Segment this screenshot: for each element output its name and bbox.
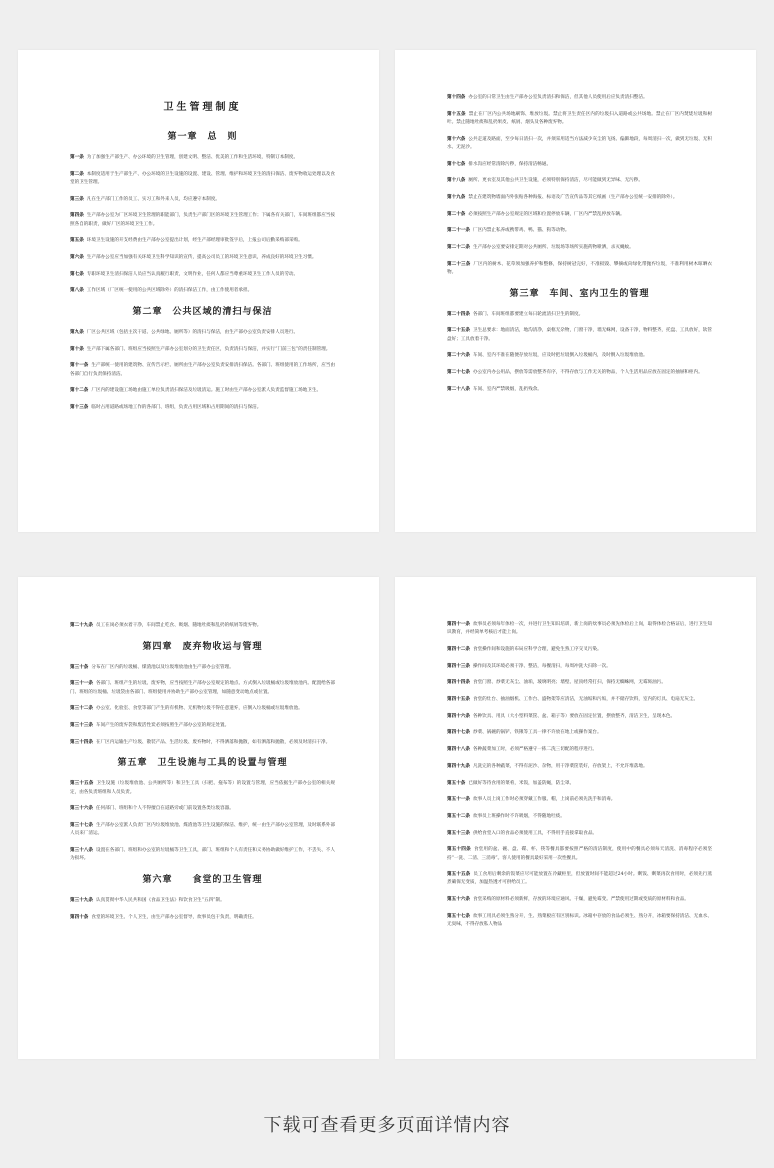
article-paragraph <box>70 822 335 838</box>
article-text: 公共走道及路面，至少每日清扫一次，并须采用适当方法减少灰尘的飞扬。偏僻地段，每周清扫一次，做到无垃圾、无积水、无泥沙。 <box>447 136 712 150</box>
article-text: 任何部门、班组和个人不得擅自在道路旁或门前设置各类垃圾容器。 <box>95 806 234 812</box>
article-paragraph <box>70 780 335 796</box>
article-paragraph <box>447 871 712 887</box>
article-paragraph <box>447 261 712 277</box>
article-paragraph <box>447 796 712 804</box>
article-paragraph <box>70 622 335 630</box>
document-page-3 <box>18 577 379 1059</box>
article-text: 办公室内办公用品，摆放等需放整齐有序，不得存放与工作无关的物品，个人生活用品应放在固定的抽屉和柜内。 <box>472 369 703 375</box>
article-number: 第三十九条 <box>70 897 93 903</box>
article-paragraph <box>70 705 335 713</box>
article-text: 炊事员必须每年体检一次，并进行卫生知识培训，新上岗的炊事员必须先体检后上岗，取得体检合格证后，进行卫生知识教育，并经简单考核后才能上岗。 <box>447 622 712 636</box>
article-paragraph <box>70 387 335 395</box>
article-paragraph <box>447 621 712 637</box>
article-number: 第四十五条 <box>447 697 470 703</box>
article-number: 第二十八条 <box>447 386 470 392</box>
article-text: 车间产生的废弃袋和废活性炭必须按照生产部办公室的规定处置。 <box>95 723 230 729</box>
article-paragraph <box>447 913 712 929</box>
article-number: 第四十条 <box>70 914 89 920</box>
article-number: 第三条 <box>70 196 84 202</box>
article-text: 员工在岗必须衣着干净，车间禁止吃食、吸烟、随地吐痰和乱扔的纸屑等废弃物。 <box>95 623 262 628</box>
article-paragraph <box>447 813 712 821</box>
article-text: 设置在各部门、班组和办公室的垃圾桶等卫生工具，部门、班组和个人有责任和义务协助做好维护工作，不丢失、不人为损坏。 <box>70 847 335 862</box>
article-text: 专职环境卫生清扫保洁人员应当认真履行职责，文明作业，任何人都应当尊重环境卫生工作人员的劳动。 <box>86 271 299 277</box>
article-text: 必须按照生产部办公室规定的区域和位置停放车辆，厂区内严禁乱停放车辆。 <box>468 211 625 217</box>
article-text: 生产部统一使用的建筑物、宣传告示栏、厕所由生产部办公室负责安排清扫保洁。各部门、班组使用的工作场所，应当由各部门自行负责保持清洁。 <box>70 363 335 377</box>
article-number: 第五十五条 <box>447 872 471 878</box>
article-paragraph <box>70 154 335 162</box>
article-text: 分布在厂区内的垃圾桶、煤渣池以及垃圾堆放池由生产部办公室管理。 <box>91 664 234 670</box>
article-text: 生产部办公室应当加强有关环境卫生科学知识的宣传，提高公司员工的环境卫生意识，养成良好的环境卫生习惯。 <box>86 254 317 260</box>
article-number: 第五十七条 <box>447 913 470 919</box>
article-text: 生产部下属各部门、班组应当按照生产部办公室划分的卫生责任区，负责清扫与保洁，并实行“门前三包”的责任制管理。 <box>86 346 331 352</box>
article-text: 炊事员上班操作时不许吸烟，不得随地吐痰。 <box>472 813 565 819</box>
article-paragraph <box>70 212 335 228</box>
article-number: 第三十四条 <box>70 739 93 745</box>
article-text: 办公室、化验室、食堂等部门产生的有机物、无机物垃圾不得任意遗弃，应倒入垃圾桶或垃圾堆放池。 <box>95 706 303 712</box>
article-number: 第四十一条 <box>447 622 470 627</box>
article-number: 第五条 <box>70 238 84 244</box>
article-paragraph <box>70 329 335 337</box>
article-paragraph <box>70 680 335 696</box>
article-text: 环境卫生设施的开支经费由生产部办公室提出计划，经生产部经理审批签字后，上报公司后勤采购部采购。 <box>86 238 303 244</box>
article-paragraph <box>70 237 335 245</box>
article-number: 第十一条 <box>70 363 89 369</box>
article-text: 禁止在厂区内公共场地刷饰、堆放垃圾。禁止将卫生责任区内的垃圾扫入道路或公共场地。禁止在厂区内焚烧垃圾和树叶。禁止随地吐痰和乱扔果皮、纸屑、烟头及各种废弃物。 <box>447 111 712 125</box>
article-number: 第二十二条 <box>447 245 470 251</box>
article-text: 食堂门窗、炒菜无灰尘、油垢，玻璃明亮；墙壁、屋顶经常打扫，保持无蜘蛛网，无霉斑油污。 <box>472 680 666 686</box>
article-paragraph <box>447 194 712 202</box>
article-text: 食堂采购的原材料必须新鲜，存放的环境应通风、干燥，避免霉变。严禁使用过期或变质的原材料和食品。 <box>472 897 689 903</box>
article-paragraph <box>447 679 712 687</box>
article-number: 第二十一条 <box>447 228 470 234</box>
article-paragraph <box>447 763 712 771</box>
article-paragraph <box>70 404 335 412</box>
article-number: 第四十四条 <box>447 680 470 686</box>
article-number: 第九条 <box>70 330 84 336</box>
article-number: 第十三条 <box>70 405 89 411</box>
article-number: 第二十七条 <box>447 369 470 375</box>
document-page-1 <box>18 50 379 532</box>
document-page-2 <box>395 50 756 532</box>
article-paragraph <box>447 713 712 721</box>
article-text: 食堂的灶台、抽油烟机、工作台、盛物架等应清洁，无油垢和污垢，并不储存饮料，室内的灯具、电扇无灰尘。 <box>472 697 699 703</box>
article-number: 第四条 <box>70 213 84 219</box>
article-number: 第四十三条 <box>447 663 470 669</box>
article-text: 本制度适用于生产部生产、办公环境的卫生设施的设置、建设、管理、维护和环境卫生的清扫保洁、废弃物收运处理以及食堂的卫生管理。 <box>70 171 335 185</box>
article-text: 炊事人员上岗工作时必须穿戴工作服、帽，上岗前必须先洗手和消毒。 <box>472 797 616 803</box>
article-paragraph <box>70 362 335 378</box>
article-paragraph <box>70 271 335 279</box>
article-paragraph <box>447 780 712 788</box>
article-text: 卫生总要求：地面清洁，地沟清净，桌框无杂物，门窗干净，墙无蛛网，设备干净，物料整齐，托盘、工具放好，软管盘好；工具放着干净。 <box>447 328 712 342</box>
article-paragraph <box>447 696 712 704</box>
article-number: 第三十二条 <box>70 706 93 712</box>
page-content <box>447 621 712 938</box>
page-content <box>70 94 335 421</box>
article-text: 厂区公共区域（包括主次干道、公共绿地、厕所等）的清扫与保洁，由生产部办公室负责安排人员进行。 <box>86 330 299 336</box>
article-text: 排水沟应经常清除污秽，保持清洁畅通。 <box>468 161 552 167</box>
article-paragraph <box>447 94 712 102</box>
article-number: 第十七条 <box>447 161 466 167</box>
article-text: 在厂区内运输生产垃圾、散装产品、生活垃圾、废弃物时，不得洒落和抛散，如有洒落和抛散，必须及时清扫干净。 <box>95 739 331 745</box>
article-number: 第十六条 <box>447 136 466 142</box>
article-number: 第五十二条 <box>447 813 470 819</box>
article-paragraph <box>447 352 712 360</box>
document-page-4 <box>395 577 756 1059</box>
article-paragraph <box>447 136 712 152</box>
article-number: 第六条 <box>70 254 84 260</box>
article-text: 生产部办公室要安排定期对公共厕所、垃圾场等场所实施药物喷洒，杀灭蝇蚊。 <box>472 245 634 251</box>
article-text: 车间、室内严禁吸烟，乱扔残余。 <box>472 386 542 392</box>
article-text: 各部门、车间班组都要建立每日轮流清扫卫生的制度。 <box>472 311 584 317</box>
document-title: 卫生管理制度 <box>163 102 242 113</box>
article-number: 第三十一条 <box>70 681 93 687</box>
article-paragraph <box>447 161 712 169</box>
article-text: 禁止在建筑物墙面内外张贴各种海报、标语及广告宣传品等其它纸画（生产部办公室统一安排的除外）。 <box>468 194 678 200</box>
article-text: 厕所、更衣室及其他公共卫生设施，必须特别保持清洁，尽可能做到无异味、无污秽。 <box>468 178 643 184</box>
article-number: 第十五条 <box>447 111 466 117</box>
article-number: 第二十条 <box>447 211 466 217</box>
article-paragraph <box>447 177 712 185</box>
article-number: 第八条 <box>70 288 84 294</box>
article-text: 办公室的日常卫生由生产部办公室负责清扫和保洁，但其他人员使用后应负责清扫整洁。 <box>468 95 648 100</box>
article-text: 工作区域（厂区统一使用的公共区域除外）的清扫保洁工作，由工作使用者承担。 <box>86 288 253 294</box>
article-text: 厂区内禁止私养或携带鸡、鸭、猫、狗等动物。 <box>472 228 570 234</box>
article-text: 炊事工用具必须生熟分开，生、熟菜板应有区别标识。冰箱中存放的食品必须生、熟分开，冰箱要保持清洁、无血水、无臭味，不得存放私人物品 <box>447 913 712 928</box>
article-text: 供给食堂入口的食品必须使用工具，不得用手直接拿取食品。 <box>472 830 598 836</box>
article-paragraph <box>70 196 335 204</box>
article-number: 第三十六条 <box>70 806 93 812</box>
article-paragraph <box>447 211 712 219</box>
article-text: 各部门、班组产生的垃圾、废弃物，应当按照生产部办公室规定的地点、方式倒入垃圾桶或垃圾堆放池内。配置给各部门、班组的垃圾桶、垃圾袋由各部门、班组使用并协助生产部办公室管理，如随意变动地点或位置。 <box>70 681 335 695</box>
article-number: 第五十六条 <box>447 897 470 903</box>
article-number: 第五十一条 <box>447 797 470 803</box>
article-text: 厂区内的树木、花草须加强养护和整修，保持树冠完好，不准损毁、攀摘或向绿化带抛弃垃圾，不准利用树木晾晒衣物。 <box>447 261 712 275</box>
article-number: 第五十四条 <box>447 847 471 853</box>
article-paragraph <box>447 746 712 754</box>
download-more-caption[interactable]: 下载可查看更多页面详情内容 <box>263 1115 511 1136</box>
article-number: 第二十九条 <box>70 623 93 628</box>
article-number: 第五十三条 <box>447 830 470 836</box>
article-paragraph <box>70 287 335 295</box>
article-paragraph <box>70 847 335 863</box>
article-number: 第三十条 <box>70 664 89 670</box>
chapter-heading: 第六章 食堂的卫生管理 <box>142 874 263 885</box>
article-number: 第十八条 <box>447 178 466 184</box>
chapter-heading: 第五章 卫生设施与工具的设置与管理 <box>117 758 288 769</box>
article-number: 第四十八条 <box>447 747 470 753</box>
article-paragraph <box>70 914 335 922</box>
page-content <box>70 622 335 930</box>
article-text: 凡洗完的各种蔬菜，不得有泥沙、杂物，用干净菜筐装好，存放架上，不允许堆落地。 <box>472 763 648 769</box>
article-paragraph <box>70 897 335 905</box>
article-number: 第二条 <box>70 171 84 177</box>
article-number: 第四十二条 <box>447 646 470 652</box>
article-number: 第十条 <box>70 346 84 352</box>
article-paragraph <box>447 646 712 654</box>
article-paragraph <box>447 663 712 671</box>
chapter-heading: 第三章 车间、室内卫生的管理 <box>509 288 650 299</box>
article-number: 第三十五条 <box>70 781 94 787</box>
article-text: 已做好等待食用的菜肴，米饭，加盖防蝇，防尘罩。 <box>468 780 575 786</box>
article-number: 第二十五条 <box>447 328 470 334</box>
article-number: 第三十八条 <box>70 847 93 853</box>
article-paragraph <box>447 386 712 394</box>
article-text: 卫生设施（垃圾堆放池、公共厕所等）和卫生工具（扫把、拖布等）的设置与管理，应当依据生产部办公室的相关规定，由各负责班组和人员负责。 <box>70 781 335 795</box>
article-number: 第二十六条 <box>447 353 470 359</box>
chapter-heading: 第二章 公共区域的清扫与保洁 <box>132 307 273 318</box>
article-text: 各种蔬菜加工时，必须严格遵守一拣二洗三切配的程序进行。 <box>472 747 598 753</box>
article-text: 为了加强生产部生产、办公环境的卫生管理，创建文明、整洁、优美的工作和生活环境，特制订本制度。 <box>86 155 299 160</box>
article-number: 第一条 <box>70 155 84 160</box>
page-content <box>447 94 712 402</box>
article-number: 第十九条 <box>447 194 466 200</box>
article-number: 第五十条 <box>447 780 466 786</box>
article-paragraph <box>70 254 335 262</box>
article-number: 第四十七条 <box>447 730 470 736</box>
article-paragraph <box>447 111 712 127</box>
article-paragraph <box>70 722 335 730</box>
chapter-heading: 第四章 废弃物收运与管理 <box>142 641 263 652</box>
article-text: 厂区内的建设施工场地由施工单位负责清扫保洁及垃圾清运。施工时由生产部办公室派人负责监督施工场地卫生。 <box>91 388 322 394</box>
article-number: 第四十九条 <box>447 763 470 769</box>
article-text: 食堂用的盆、碗、盘、碟、杯、筷等餐具都要按照严格的清洁制度，使用中的餐具必须每天清洗、消毒程序必须坚持“一洗、二清、三消毒”。客人使用的餐具最好采用一次性餐具。 <box>447 847 712 861</box>
article-text: 操作间及其环境必须干净、整洁，每餐清扫，每周冲洗大扫除一次。 <box>472 663 611 669</box>
article-paragraph <box>447 830 712 838</box>
article-text: 各种饮具、用具（大小型料菜筐、盆、箱子等）要放在固定位置，摆放整齐，清洁卫生，呈现本色。 <box>472 713 676 719</box>
article-text: 凡在生产部门工作的员工、实习工和外来人员，均应遵守本制度。 <box>86 196 221 202</box>
article-text: 炒菜、锅碗的锅铲、铁锹等工具一律不许放在地上或操作案台。 <box>472 730 602 736</box>
chapter-heading: 第一章 总 则 <box>167 132 238 142</box>
article-text: 认真贯彻中华人民共和国《食品卫生法》和饮食卫生“五四”制。 <box>95 897 225 903</box>
article-paragraph <box>447 311 712 319</box>
article-paragraph <box>70 739 335 747</box>
article-text: 食堂操作间和设施的布局应科学合理，避免生熟工序交叉污染。 <box>472 646 602 652</box>
article-text: 临时占用道路或场地工作的各部门、班组，负责占用区域和占用期间的清扫与保洁。 <box>91 405 262 411</box>
article-paragraph <box>447 369 712 377</box>
article-paragraph <box>70 171 335 187</box>
article-number: 第十二条 <box>70 388 89 394</box>
article-text: 员工食用后剩余的饭菜应尽可能放置在冷藏柜里，但放置时间不能超过24小时。剩饭、剩菜再次食用时，必须先行蒸煮确保无变质，加温热透才可供给员工。 <box>447 872 712 886</box>
article-paragraph <box>447 244 712 252</box>
article-paragraph <box>70 664 335 672</box>
article-text: 生产部办公室为厂区环境卫生管理的职能部门，负责生产部门区的环境卫生管理工作；下属各有关部门，车间班组都应当按照各自的职责，做好厂区的环境卫生工作。 <box>70 213 335 227</box>
article-text: 车间、室内不准在随便存放垃圾，应及时把垃圾倒入垃圾桶内，及时倒入垃圾堆放池。 <box>472 353 648 359</box>
article-paragraph <box>70 805 335 813</box>
article-paragraph <box>447 227 712 235</box>
article-number: 第七条 <box>70 271 84 277</box>
article-paragraph <box>447 327 712 343</box>
article-number: 第十四条 <box>447 95 466 100</box>
article-paragraph <box>447 846 712 862</box>
article-paragraph <box>70 346 335 354</box>
article-number: 第二十四条 <box>447 311 470 317</box>
article-number: 第三十三条 <box>70 723 93 729</box>
article-paragraph <box>447 896 712 904</box>
article-paragraph <box>447 729 712 737</box>
article-text: 食堂的环境卫生、个人卫生，由生产部办公室督导，炊事员包干负责，明确责任。 <box>91 914 257 920</box>
article-number: 第二十三条 <box>447 261 471 267</box>
article-number: 第三十七条 <box>70 823 93 829</box>
article-text: 生产部办公室派人负责厂区内垃圾堆放池、煤渣池等卫生设施的保洁、维护，统一由生产部办公室管理，及时联系外部人员来厂清运。 <box>70 823 335 837</box>
article-number: 第四十六条 <box>447 713 470 719</box>
